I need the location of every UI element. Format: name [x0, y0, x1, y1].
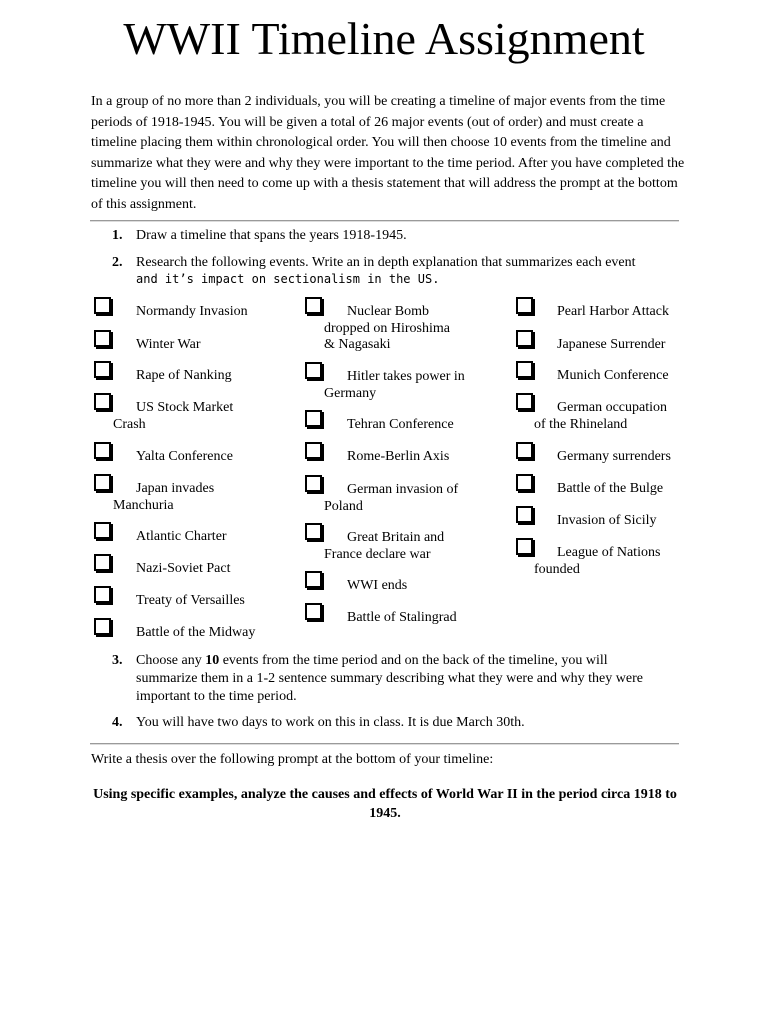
checkbox-icon[interactable]: [305, 410, 322, 427]
checkbox-icon[interactable]: [516, 506, 533, 523]
step-3: [112, 652, 682, 706]
step-text-part: Choose any: [136, 653, 206, 668]
event-label: League of Nations: [557, 545, 661, 560]
event-checkbox-item[interactable]: [305, 369, 505, 402]
event-label: Pearl Harbor Attack: [557, 304, 669, 319]
event-checkbox-item[interactable]: [94, 368, 294, 385]
checkbox-icon[interactable]: [305, 362, 322, 379]
checkbox-icon[interactable]: [516, 297, 533, 314]
event-label: Munich Conference: [557, 368, 669, 383]
step-number: 2.: [112, 255, 123, 270]
divider-bottom: [90, 743, 679, 745]
event-checkbox-item[interactable]: [516, 513, 716, 530]
event-label-continued: dropped on Hiroshima & Nagasaki: [324, 320, 450, 352]
checkbox-icon[interactable]: [94, 554, 111, 571]
event-checkbox-item[interactable]: [94, 481, 294, 514]
event-checkbox-item[interactable]: [94, 337, 294, 354]
thesis-prompt: Using specific examples, analyze the causes and effects of World War II in the period circa 1918 to 1945.: [93, 787, 677, 821]
event-checkbox-item[interactable]: [94, 304, 294, 321]
event-label: Nuclear Bomb: [347, 304, 430, 319]
step-text: Draw a timeline that spans the years 1918-1945.: [136, 228, 407, 243]
event-checkbox-item[interactable]: [94, 625, 294, 642]
event-label: Rome-Berlin Axis: [347, 449, 450, 464]
event-label: US Stock Market: [136, 400, 234, 415]
checkbox-icon[interactable]: [305, 475, 322, 492]
checkbox-icon[interactable]: [94, 361, 111, 378]
event-label: Japanese Surrender: [557, 337, 666, 352]
step-text: Research the following events. Write an in depth explanation that summarizes each event: [136, 255, 636, 270]
event-checkbox-item[interactable]: [516, 449, 716, 466]
step-text: You will have two days to work on this in class. It is due March 30th.: [136, 715, 525, 730]
event-label: Atlantic Charter: [136, 529, 227, 544]
checkbox-icon[interactable]: [94, 586, 111, 603]
event-label: Nazi-Soviet Pact: [136, 561, 231, 576]
event-label: Germany surrenders: [557, 449, 671, 464]
step-number: 4.: [112, 715, 123, 730]
event-label-continued: Crash: [113, 416, 146, 432]
checkbox-icon[interactable]: [305, 523, 322, 540]
step-number: 1.: [112, 228, 123, 243]
event-label: Battle of the Midway: [136, 625, 256, 640]
event-label: Tehran Conference: [347, 417, 454, 432]
event-label: Yalta Conference: [136, 449, 233, 464]
event-label: Invasion of Sicily: [557, 513, 657, 528]
thesis-instruction: Write a thesis over the following prompt at the bottom of your timeline:: [91, 752, 494, 767]
event-checkbox-item[interactable]: [516, 368, 716, 385]
checkbox-icon[interactable]: [516, 393, 533, 410]
checkbox-icon[interactable]: [516, 538, 533, 555]
event-checkbox-item[interactable]: [94, 593, 294, 610]
checkbox-icon[interactable]: [94, 330, 111, 347]
event-label-continued: of the Rhineland: [534, 416, 628, 432]
checkbox-icon[interactable]: [516, 442, 533, 459]
event-label-continued: founded: [534, 561, 580, 577]
event-checkbox-item[interactable]: [516, 400, 716, 433]
checkbox-icon[interactable]: [94, 618, 111, 635]
checkbox-icon[interactable]: [94, 297, 111, 314]
event-label: Battle of the Bulge: [557, 481, 664, 496]
step-4: [112, 714, 682, 732]
event-checkbox-item[interactable]: [94, 449, 294, 466]
event-label: WWI ends: [347, 578, 408, 593]
event-label: Treaty of Versailles: [136, 593, 245, 608]
checkbox-icon[interactable]: [305, 603, 322, 620]
event-checkbox-item[interactable]: [305, 610, 505, 627]
event-checkbox-item[interactable]: [516, 545, 716, 578]
checkbox-icon[interactable]: [94, 442, 111, 459]
intro-paragraph: In a group of no more than 2 individuals, you will be creating a timeline of major events from the time periods of 1918-1945. You will be given a total of 26 major events (out of order) and must create a timeline placing them within chronological order. You will then choose 10 events from the timeline and summarize what they were and why they were important to the time period. After you have completed the timeline you will then need to come up with a thesis statement that will address the prompt at the bottom of this assignment.: [91, 94, 685, 212]
event-label-continued: Germany: [324, 385, 377, 401]
event-checkbox-item[interactable]: [305, 530, 505, 563]
checkbox-icon[interactable]: [305, 297, 322, 314]
event-checkbox-item[interactable]: [305, 304, 475, 354]
event-checkbox-item[interactable]: [305, 417, 505, 434]
event-label: Winter War: [136, 337, 201, 352]
event-checkbox-item[interactable]: [516, 304, 716, 321]
event-checkbox-item[interactable]: [305, 578, 505, 595]
event-checkbox-item[interactable]: [516, 481, 716, 498]
event-label: German invasion of: [347, 482, 459, 497]
checkbox-icon[interactable]: [516, 361, 533, 378]
event-checkbox-item[interactable]: [94, 561, 294, 578]
event-label: Rape of Nanking: [136, 368, 232, 383]
checkbox-icon[interactable]: [94, 393, 111, 410]
event-label-continued: Poland: [324, 498, 363, 514]
event-label: Japan invades: [136, 481, 215, 496]
event-checkbox-item[interactable]: [305, 449, 505, 466]
step-text-emphasis: 10: [205, 653, 220, 668]
event-label-continued: France declare war: [324, 546, 431, 562]
event-checkbox-item[interactable]: [94, 400, 294, 433]
event-label-continued: Manchuria: [113, 497, 174, 513]
step-number: 3.: [112, 653, 123, 668]
step-text-part: events from the time period and on the back of the timeline, you will summarize them in a 1-2 sentence summary describing what they were and why they were important to the time period.: [136, 653, 643, 704]
checkbox-icon[interactable]: [94, 522, 111, 539]
checkbox-icon[interactable]: [516, 330, 533, 347]
page-title: WWII Timeline Assignment: [123, 13, 645, 64]
step-subtext: and it’s impact on sectionalism in the US.: [136, 272, 440, 286]
event-label: Normandy Invasion: [136, 304, 248, 319]
event-label: German occupation: [557, 400, 668, 415]
checkbox-icon[interactable]: [94, 474, 111, 491]
checkbox-icon[interactable]: [305, 571, 322, 588]
checkbox-icon[interactable]: [305, 442, 322, 459]
checkbox-icon[interactable]: [516, 474, 533, 491]
step-1: [112, 227, 682, 245]
event-checkbox-item[interactable]: [94, 529, 294, 546]
event-label: Great Britain and: [347, 530, 445, 545]
event-label: Hitler takes power in: [347, 369, 465, 384]
event-label: Battle of Stalingrad: [347, 610, 457, 625]
step-text: [136, 652, 656, 706]
step-2: [112, 254, 682, 287]
event-checkbox-item[interactable]: [516, 337, 716, 354]
divider-top: [90, 220, 679, 222]
event-checkbox-item[interactable]: [305, 482, 505, 515]
